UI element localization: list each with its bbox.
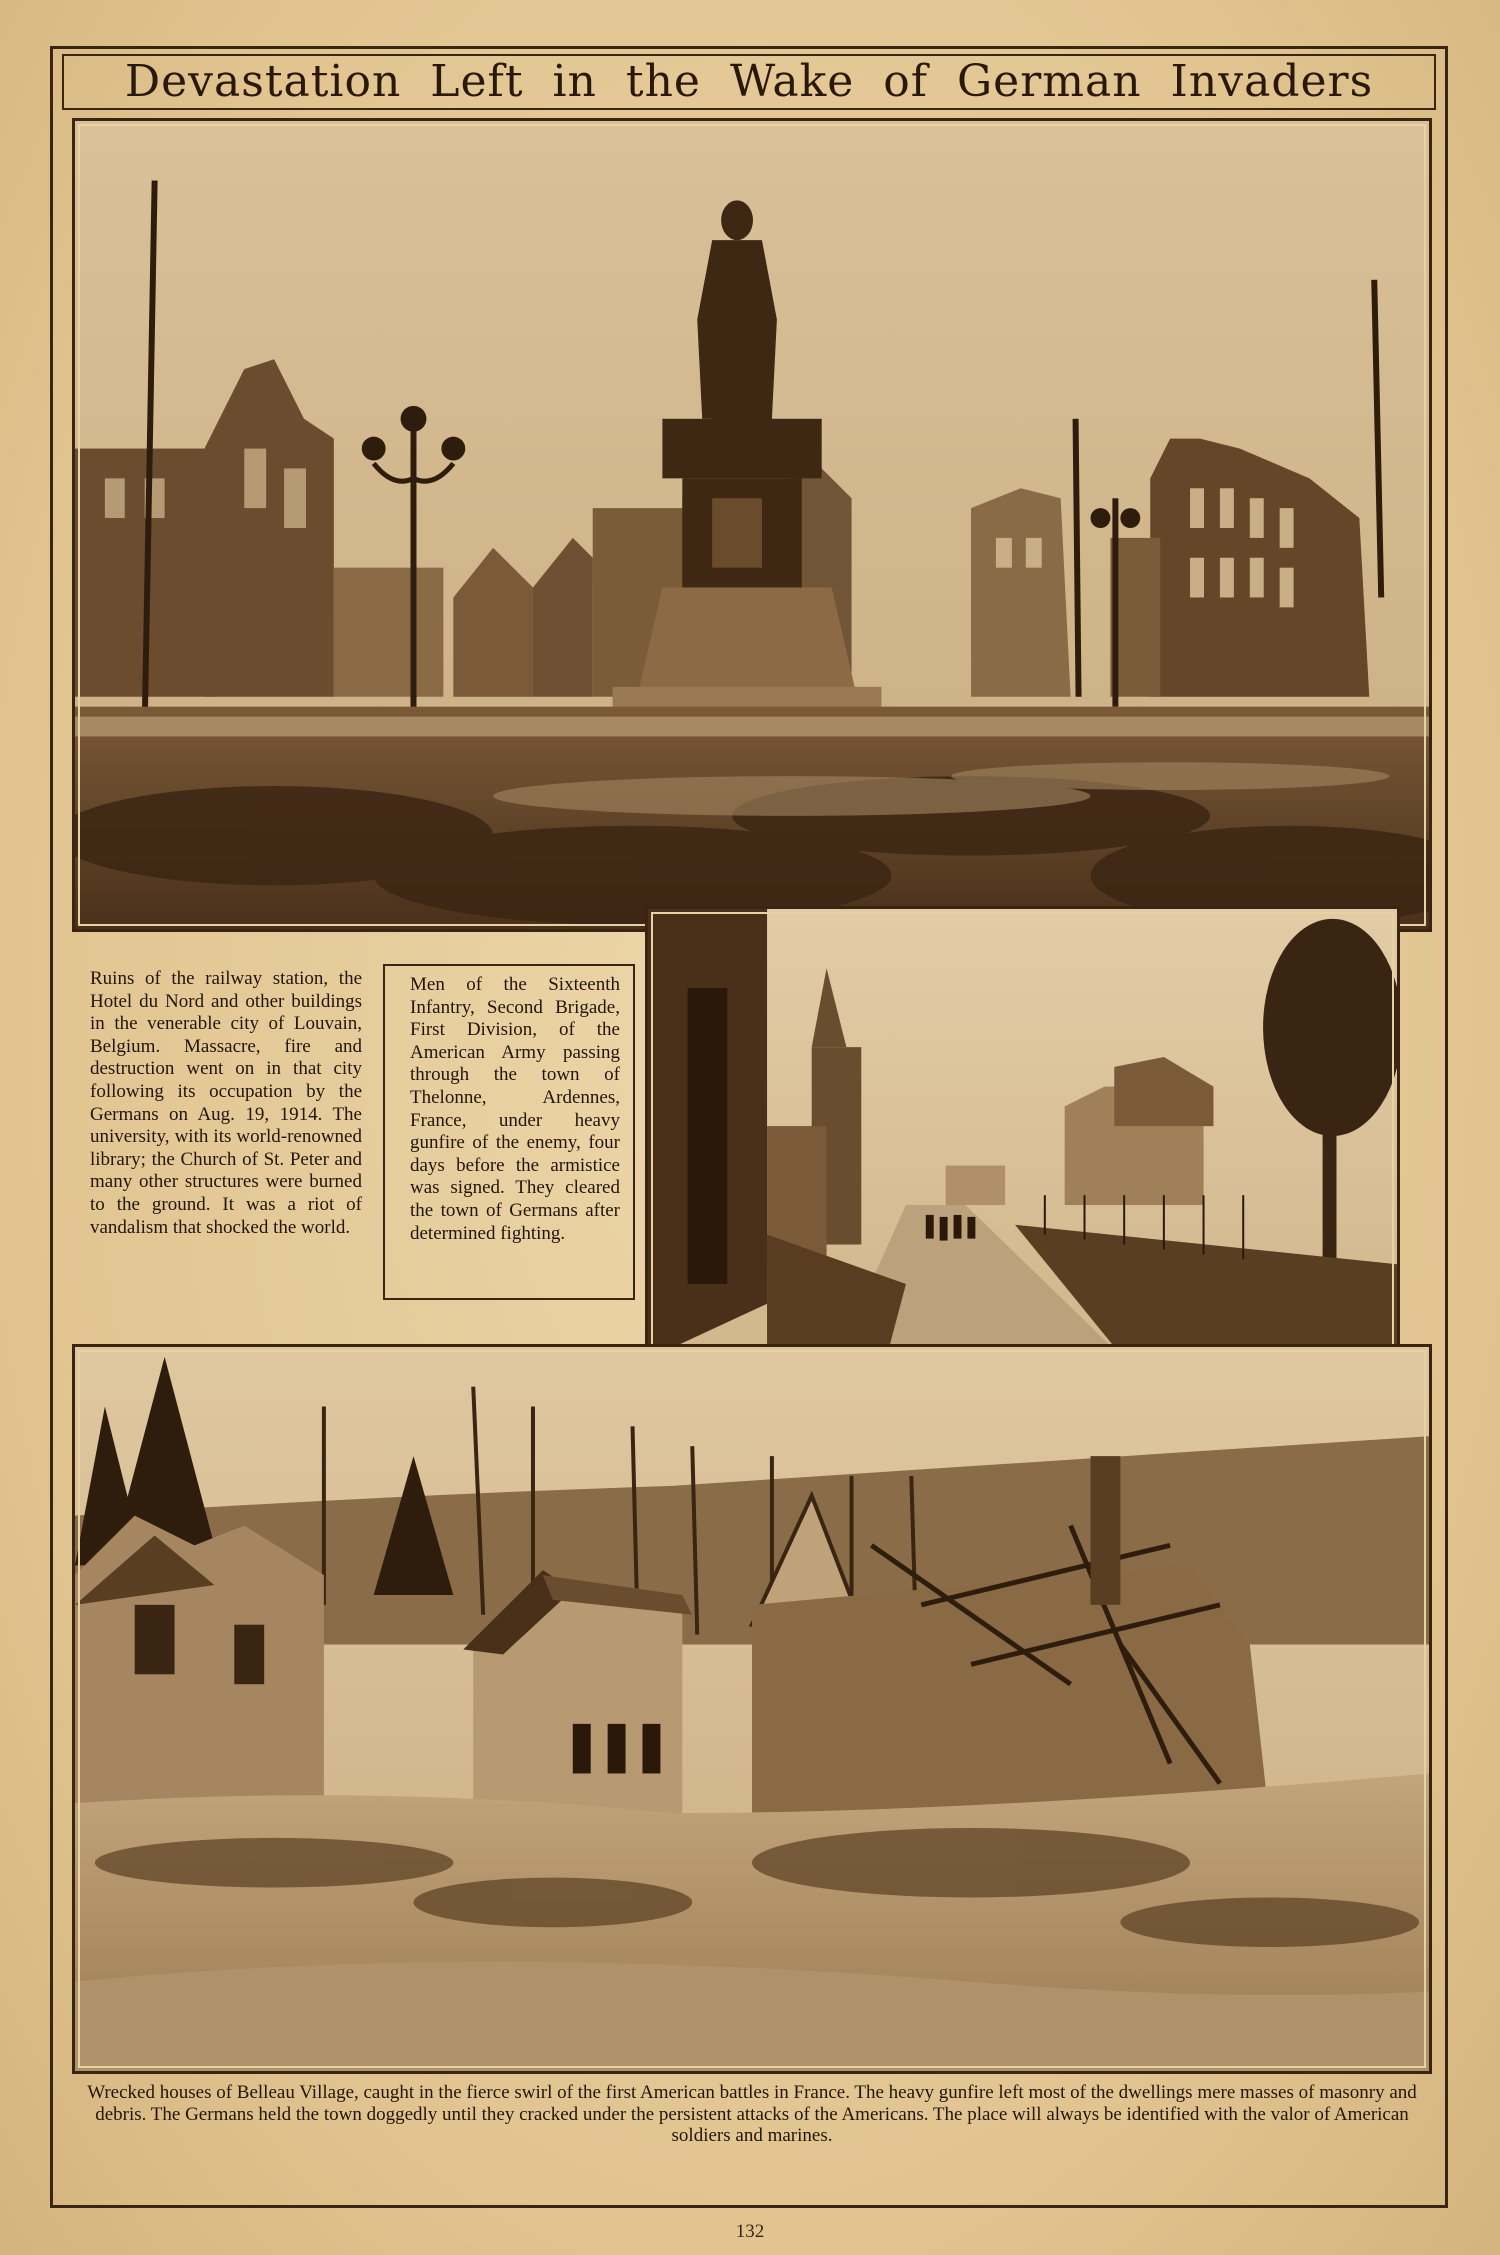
louvain-ruins-photo [72, 118, 1432, 932]
thelonne-street-photo [645, 906, 1400, 1362]
belleau-caption: Wrecked houses of Belleau Village, caught in the fierce swirl of the first American battles in France. The heavy gunfire left most of the dwellings mere masses of masonry and debris. The Germans held the town doggedly until they cracked under the persistent attacks of the Americans. The place will always be identified with the valor of American soldiers and marines. [87, 2082, 1417, 2146]
louvain-caption: Ruins of the railway station, the Hotel du Nord and other buildings in the venerable city of Louvain, Belgium. Massacre, fire and destruction went on in that city following its occupation by the Germans on Aug. 19, 1914. The university, with its world-renowned library; the Church of St. Peter and many other structures were burned to the ground. It was a riot of vandalism that shocked the world. [90, 968, 362, 1238]
page-title: Devastation Left in the Wake of German Invaders [62, 54, 1436, 110]
page-number: 132 [735, 2221, 765, 2242]
thelonne-caption: Men of the Sixteenth Infantry, Second Brigade, First Division, of the American Army passing through the town of Thelonne, Ardennes, France, under heavy gunfire of the enemy, four days before the armistice was signed. They cleared the town of Germans after determined fighting. [410, 974, 620, 1244]
belleau-village-photo [72, 1344, 1432, 2074]
